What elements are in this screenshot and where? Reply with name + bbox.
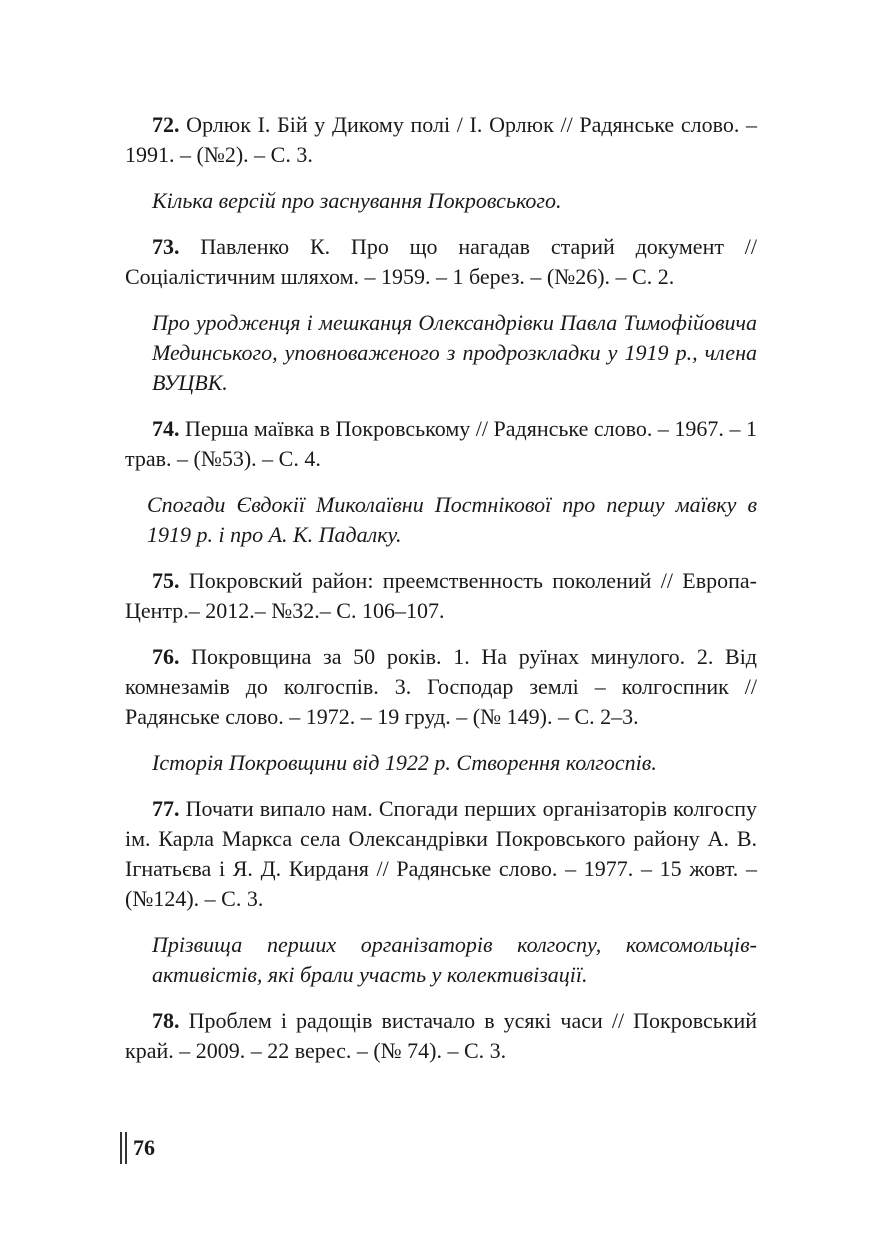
- entry-number: 72.: [152, 112, 180, 137]
- folio-rule: [120, 1132, 122, 1164]
- entry-text: Почати випало нам. Спогади перших організаторів колгоспу ім. Карла Маркса села Олександрівки Покровського району А. В. Ігнатьєва і Я. Д. Кирданя // Радянське слово. – 1977. – 15 жовт. – (№124). – С. 3.: [125, 796, 757, 911]
- entry-text: Перша маївка в Покровському // Радянське слово. – 1967. – 1 трав. – (№53). – С. 4.: [125, 416, 757, 471]
- entry-77-annotation: Прізвища перших організаторів колгоспу, комсомольців-активістів, які брали участь у колективізації.: [152, 932, 757, 987]
- entry-number: 75.: [152, 568, 180, 593]
- entry-number: 73.: [152, 234, 180, 259]
- entry-76: [125, 642, 757, 732]
- entry-72: [125, 110, 757, 170]
- entry-78: [125, 1006, 757, 1066]
- entry-number: 78.: [152, 1008, 180, 1033]
- entry-text: Павленко К. Про що нагадав старий документ // Соціалістичним шляхом. – 1959. – 1 берез. – (№26). – С. 2.: [125, 234, 757, 289]
- entry-73: [125, 232, 757, 292]
- entry-76-annotation: Історія Покровщини від 1922 р. Створення колгоспів.: [152, 750, 657, 775]
- entry-number: 74.: [152, 416, 180, 441]
- entry-72-annotation: Кілька версій про заснування Покровського.: [152, 188, 562, 213]
- entry-text: Покровский район: преемственность поколений // Европа-Центр.– 2012.– №32.– С. 106–107.: [125, 568, 757, 623]
- entry-75: [125, 566, 757, 626]
- entry-text: Орлюк І. Бій у Дикому полі / І. Орлюк // Радянське слово. – 1991. – (№2). – С. 3.: [125, 112, 757, 167]
- entry-number: 76.: [152, 644, 180, 669]
- entry-number: 77.: [152, 796, 180, 821]
- entry-73-annotation: Про уродженця і мешканця Олександрівки Павла Тимофійовича Мединського, уповноваженого з продрозкладки у 1919 р., члена ВУЦВК.: [152, 310, 757, 395]
- entry-77: [125, 794, 757, 914]
- folio-rule: [125, 1132, 127, 1164]
- bibliography-page: [125, 110, 757, 1082]
- entry-74-annotation: Спогади Євдокії Миколаївни Постнікової про першу маївку в 1919 р. і про А. К. Падалку.: [147, 492, 757, 547]
- entry-74: [125, 414, 757, 474]
- entry-text: Проблем і радощів вистачало в усякі часи // Покровський край. – 2009. – 22 верес. – (№ 74). – С. 3.: [125, 1008, 757, 1063]
- entry-text: Покровщина за 50 років. 1. На руїнах минулого. 2. Від комнезамів до колгоспів. 3. Господар землі – колгоспник // Радянське слово. – 1972. – 19 груд. – (№ 149). – С. 2–3.: [125, 644, 757, 729]
- page-number: 76: [133, 1135, 155, 1160]
- page-footer: [120, 1132, 155, 1164]
